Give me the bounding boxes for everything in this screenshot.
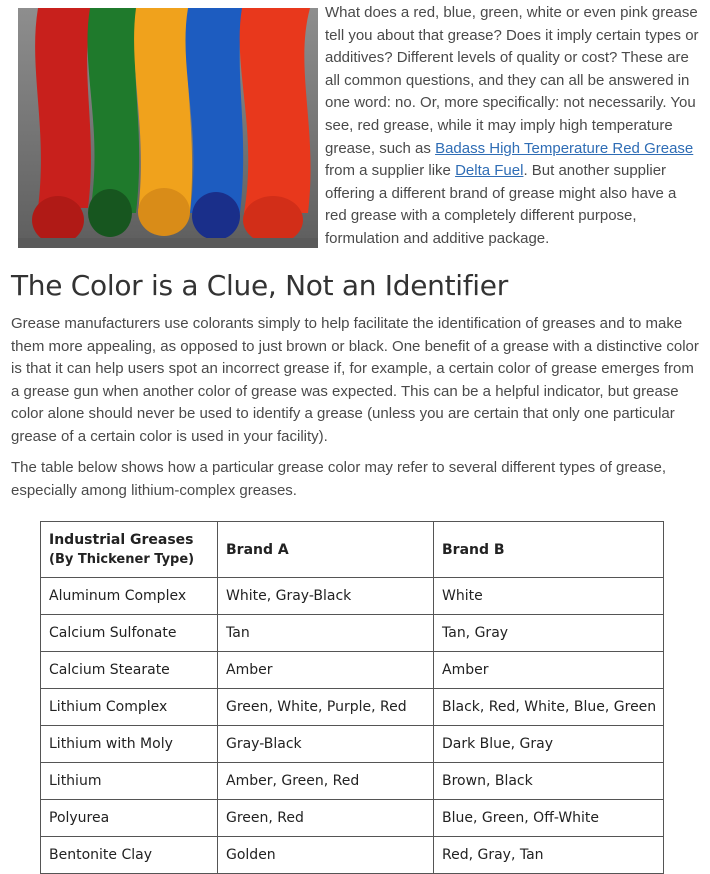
cell-brand-b: Dark Blue, Gray bbox=[434, 726, 664, 763]
header-brand-a: Brand A bbox=[218, 522, 434, 578]
table-row bbox=[41, 689, 664, 726]
cell-brand-b: Brown, Black bbox=[434, 763, 664, 800]
badass-red-grease-link[interactable]: Badass High Temperature Red Grease bbox=[435, 139, 694, 157]
header-brand-b: Brand B bbox=[434, 522, 664, 578]
table-row bbox=[41, 615, 664, 652]
table-row bbox=[41, 800, 664, 837]
cell-brand-a: Golden bbox=[218, 837, 434, 874]
paragraph-table-intro: The table below shows how a particular grease color may refer to several different types of grease, especially among lithium-complex greases. bbox=[11, 459, 667, 499]
cell-brand-b: White bbox=[434, 578, 664, 615]
cell-brand-b: Blue, Green, Off-White bbox=[434, 800, 664, 837]
paragraph-colorants: Grease manufacturers use colorants simply to help facilitate the identification of greases and to make them more appealing, as opposed to just brown or black. One benefit of a grease with a distinctive color is that it can help users spot an incorrect grease if, for example, a certain color of grease emerges from a grease gun when another color of grease was expected. This can be a helpful indicator, but grease color alone should never be used to identify a grease (unless you are certain that only one particular grease of a certain color is used in your facility). bbox=[11, 315, 699, 445]
cell-brand-b: Red, Gray, Tan bbox=[434, 837, 664, 874]
intro-text-b: from a supplier like bbox=[325, 162, 456, 180]
table-header-row bbox=[41, 522, 664, 578]
cell-thickener: Lithium bbox=[41, 763, 218, 800]
cell-thickener: Calcium Stearate bbox=[41, 652, 218, 689]
intro-paragraph bbox=[325, 2, 700, 251]
cell-brand-b: Amber bbox=[434, 652, 664, 689]
table-row bbox=[41, 837, 664, 874]
cell-thickener: Calcium Sulfonate bbox=[41, 615, 218, 652]
table-row bbox=[41, 578, 664, 615]
intro-text-c: . But another supplier offering a different brand of grease might also have a red grease with a completely different purpose, formulation and additive package. bbox=[325, 162, 677, 247]
grease-color-photo bbox=[18, 8, 318, 248]
section-heading: The Color is a Clue, Not an Identifier bbox=[11, 269, 508, 302]
cell-brand-a: Amber, Green, Red bbox=[218, 763, 434, 800]
header-thickener-type bbox=[41, 522, 218, 578]
cell-brand-b: Black, Red, White, Blue, Green bbox=[434, 689, 664, 726]
cell-brand-a: Tan bbox=[218, 615, 434, 652]
cell-brand-a: Green, Red bbox=[218, 800, 434, 837]
intro-text-a: What does a red, blue, green, white or even pink grease tell you about that grease? Does it imply certain types or additives? Different levels of quality or cost? These are all common questions, and they can all be answered in one word: no. Or, more specifically: not necessarily. You see, red grease, while it may imply high temperature grease, such as bbox=[325, 4, 699, 157]
cell-thickener: Lithium with Moly bbox=[41, 726, 218, 763]
cell-thickener: Lithium Complex bbox=[41, 689, 218, 726]
grease-stripes bbox=[18, 8, 318, 248]
table-row bbox=[41, 652, 664, 689]
cell-thickener: Bentonite Clay bbox=[41, 837, 218, 874]
cell-brand-a: Gray-Black bbox=[218, 726, 434, 763]
table-row bbox=[41, 763, 664, 800]
grease-color-table bbox=[40, 521, 664, 874]
header-thickener-line1: Industrial Greases bbox=[49, 531, 194, 548]
cell-brand-a: White, Gray-Black bbox=[218, 578, 434, 615]
cell-thickener: Polyurea bbox=[41, 800, 218, 837]
delta-fuel-link[interactable]: Delta Fuel bbox=[455, 162, 524, 180]
cell-thickener: Aluminum Complex bbox=[41, 578, 218, 615]
header-thickener-line2: (By Thickener Type) bbox=[49, 551, 195, 567]
table-row bbox=[41, 726, 664, 763]
cell-brand-b: Tan, Gray bbox=[434, 615, 664, 652]
cell-brand-a: Amber bbox=[218, 652, 434, 689]
cell-brand-a: Green, White, Purple, Red bbox=[218, 689, 434, 726]
